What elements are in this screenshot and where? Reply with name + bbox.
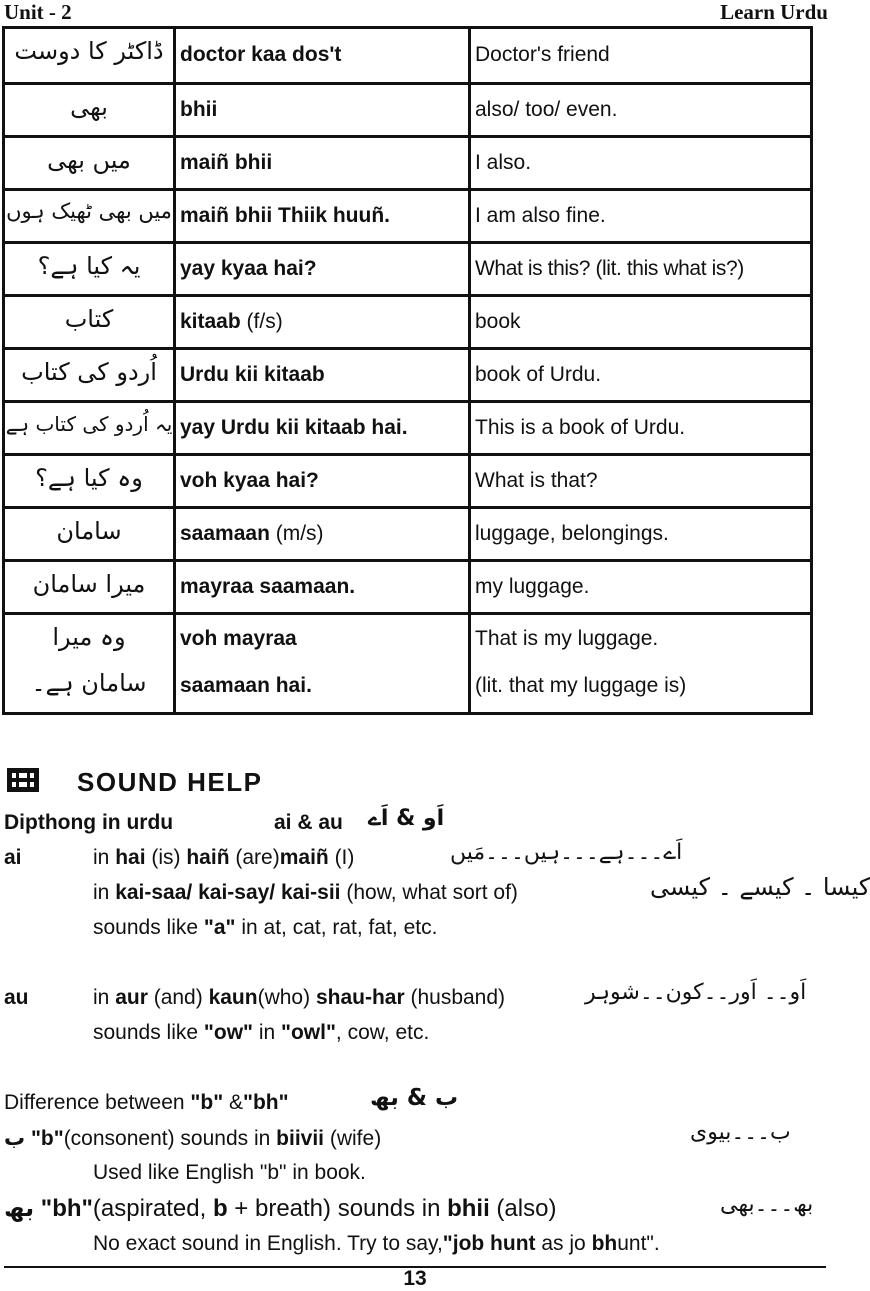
urdu-cell: وہ میرا سامان ہے۔ [31, 623, 147, 697]
roman-cell: Urdu kii kitaab [180, 363, 325, 386]
ai-sound-note: sounds like "a" in at, cat, rat, fat, etc. [93, 916, 438, 939]
roman-cell: mayraa saamaan. [180, 575, 356, 598]
table-row [5, 188, 810, 241]
english-cell: I also. [475, 151, 532, 174]
au-key: au [4, 986, 29, 1009]
b-urdu: ب۔۔۔بیوی [690, 1120, 791, 1145]
table-row [5, 241, 810, 294]
bh-sound-line: بھ "bh"(aspirated, b + breath) sounds in bhii (also) [4, 1194, 557, 1222]
english-cell: also/ too/ even. [475, 98, 618, 121]
table-row [5, 400, 810, 453]
keyboard-icon [6, 767, 40, 793]
urdu-cell: کتاب [64, 305, 114, 333]
table-row [5, 559, 810, 612]
urdu-cell: میں بھی ٹھیک ہوں [6, 199, 172, 223]
section-title: SOUND HELP [77, 767, 263, 797]
unit-label: Unit - 2 [4, 0, 72, 24]
english-cell: This is a book of Urdu. [475, 416, 686, 439]
urdu-cell: میں بھی [47, 146, 131, 174]
b-usage-note: Used like English "b" in book. [93, 1161, 366, 1184]
roman-cell: kitaab (f/s) [180, 310, 283, 333]
urdu-cell: اُردو کی کتاب [21, 358, 157, 386]
urdu-cell: ڈاکٹر کا دوست [14, 37, 164, 65]
table-row [5, 347, 810, 400]
difference-line: Difference between "b" &"bh" [4, 1091, 289, 1114]
urdu-cell: یہ کیا ہے؟ [37, 252, 141, 280]
dipthong-label: Dipthong in urdu [4, 811, 174, 834]
ai-example-line-2: in kai-saa/ kai-say/ kai-sii (how, what sort of) [93, 881, 518, 904]
table-row [5, 82, 810, 135]
urdu-cell: بھی [70, 93, 108, 121]
english-cell: What is this? (lit. this what is?) [475, 257, 744, 280]
b-sound-line: ب "b"(consonent) sounds in biivii (wife) [4, 1126, 382, 1150]
bh-note: No exact sound in English. Try to say,"job hunt as jo bhunt". [93, 1232, 660, 1255]
au-sound-note: sounds like "ow" in "owl", cow, etc. [93, 1021, 430, 1044]
ai-key: ai [4, 846, 22, 869]
table-row [5, 506, 810, 559]
page-header [0, 0, 830, 24]
english-cell: my luggage. [475, 575, 590, 598]
roman-cell: doctor kaa dos't [180, 43, 342, 66]
difference-urdu: ب & بھ [370, 1085, 459, 1111]
english-cell: book of Urdu. [475, 363, 602, 386]
bh-urdu: بھ۔۔۔بھی [720, 1192, 814, 1217]
table-row [5, 29, 810, 82]
book-title: Learn Urdu [720, 0, 828, 24]
dipthong-pair: ai & au [274, 811, 343, 834]
ai-example-line: in hai (is) haiñ (are)maiñ (I) [93, 846, 355, 869]
vocabulary-table [2, 26, 813, 715]
roman-cell: maiñ bhii [180, 151, 273, 174]
table-row [5, 294, 810, 347]
roman-cell: saamaan (m/s) [180, 522, 324, 545]
english-cell: I am also fine. [475, 204, 606, 227]
dipthong-urdu: اَو & اَے [368, 806, 445, 831]
english-cell: Doctor's friend [475, 43, 610, 66]
roman-cell: voh mayraa saamaan hai. [180, 627, 312, 697]
urdu-cell: میرا سامان [32, 570, 146, 598]
urdu-cell: وہ کیا ہے؟ [35, 464, 143, 492]
table-row [5, 612, 810, 715]
english-cell: luggage, belongings. [475, 522, 669, 545]
urdu-cell: یہ اُردو کی کتاب ہے [5, 412, 173, 436]
au-example-line: in aur (and) kaun(who) shau-har (husband) [93, 986, 506, 1009]
page-number: 13 [403, 1267, 427, 1290]
ai-urdu-1: اَے۔۔۔ہے۔۔۔ہیں۔۔۔مَیں [450, 840, 683, 865]
roman-cell: maiñ bhii Thiik huuñ. [180, 204, 390, 227]
roman-cell: yay Urdu kii kitaab hai. [180, 416, 408, 439]
english-cell: book [475, 310, 521, 333]
urdu-cell: سامان [56, 517, 122, 545]
au-urdu: اَو۔۔ اَور۔۔کون۔۔شوہر [585, 980, 807, 1005]
table-row [5, 453, 810, 506]
english-cell: What is that? [475, 469, 598, 492]
roman-cell: yay kyaa hai? [180, 257, 317, 280]
roman-cell: bhii [180, 98, 218, 121]
ai-urdu-2: کیسا ۔ کیسے ۔ کیسی [650, 873, 870, 901]
table-row [5, 135, 810, 188]
english-cell: That is my luggage. (lit. that my luggage is) [475, 627, 687, 697]
roman-cell: voh kyaa hai? [180, 469, 319, 492]
